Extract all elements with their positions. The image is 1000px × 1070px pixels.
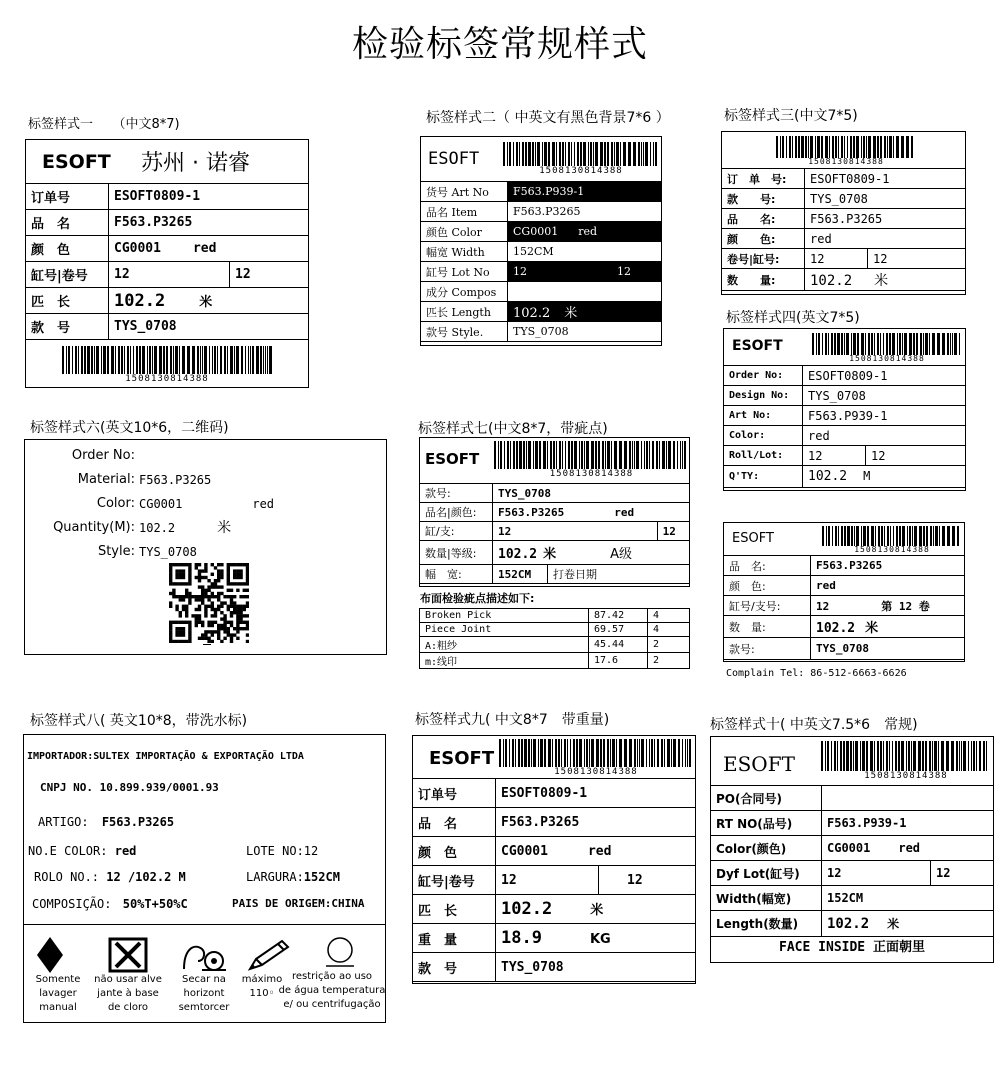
label5-value2: 第 12 卷 [881, 599, 930, 613]
label3-key: 品 名: [722, 209, 805, 229]
label2-value2: 米 [564, 306, 578, 321]
no-bleach-icon [108, 937, 148, 973]
care-text [26, 973, 90, 1015]
barcode-bars [503, 142, 659, 166]
page-title: 检验标签常规样式 [351, 24, 648, 65]
label1-brand: ESOFT [42, 151, 111, 173]
label8-color-key: NO.E COLOR: [28, 844, 108, 858]
label9-key: 重 量 [413, 924, 496, 953]
label7-defect-title: 布面检验疵点描述如下: [420, 592, 535, 605]
label7-value2: 米 [543, 547, 557, 562]
label1-value: 102.2 [114, 290, 166, 311]
defect-position: 69.57 [589, 623, 648, 637]
label2-value2: 12 [617, 265, 631, 278]
label4-table [723, 365, 966, 488]
care-line: máximo [241, 974, 283, 985]
label10-key: RT NO(品号) [711, 811, 822, 836]
barcode-bars [822, 526, 962, 546]
care-line: manual [39, 1002, 77, 1013]
label2-value2: red [578, 225, 598, 238]
label8-color-value: red [114, 844, 137, 858]
barcode-number: 1508130814388 [125, 374, 209, 384]
label2-key: 品名 Item [421, 202, 508, 222]
care-line: restrição ao uso [291, 971, 373, 982]
label9-barcode [499, 739, 693, 777]
label9-brand: ESOFT [429, 748, 495, 769]
barcode-number: 1508130814388 [864, 771, 948, 781]
iron-pencil-icon [246, 937, 292, 973]
barcode-bars [821, 741, 991, 771]
label1-value2: 米 [199, 294, 213, 310]
label3-value: ESOFT0809-1 [805, 169, 966, 189]
label1-value: F563.P3265 [109, 210, 309, 236]
label9-key: 匹 长 [413, 895, 496, 924]
label1-caption: 标签样式一 （中文8*7) [28, 117, 180, 132]
defect-position: 17.6 [589, 653, 648, 669]
label5-value2: 米 [865, 621, 879, 636]
barcode-number: 1508130814388 [808, 157, 884, 166]
label8-lote-key: LOTE NO: [246, 844, 304, 858]
label4-key: Q'TY: [724, 466, 803, 488]
label1-value: TYS_0708 [109, 314, 309, 340]
dry-flat-icon [180, 939, 228, 975]
qr-underline [203, 644, 211, 645]
label5-value: TYS_0708 [811, 638, 965, 660]
label2-key: 缸号 Lot No [421, 262, 508, 282]
label3-table [721, 168, 966, 291]
label8-rolo-value: 12 /102.2 M [106, 870, 186, 884]
label10-footer: FACE INSIDE 正面朝里 [779, 940, 925, 955]
label5-value: red [811, 576, 965, 596]
care-text [170, 973, 238, 1015]
label8-rolo-key: ROLO NO.: [34, 870, 100, 884]
label9-value2: KG [589, 932, 611, 947]
label2-key: 款号 Style. [421, 322, 508, 342]
label7-value: 12 [493, 522, 658, 541]
label8-largura-key: LARGURA: [246, 870, 304, 884]
label10-key: Color(颜色) [711, 836, 822, 861]
label4-value: ESOFT0809-1 [803, 366, 966, 386]
barcode-bars [494, 441, 689, 469]
label5-key: 款号: [724, 638, 811, 660]
label9-value: 18.9 [501, 928, 542, 948]
label5-barcode [822, 526, 962, 554]
label10-value2: red [898, 841, 921, 855]
care-line: jante à base [97, 988, 159, 999]
label5-key: 品 名: [724, 556, 811, 576]
defect-name: Piece Joint [420, 623, 589, 637]
label7-value: 102.2 [498, 547, 538, 562]
label3-key: 订 单 号: [722, 169, 805, 189]
label3-value2: 米 [874, 272, 889, 289]
label7-key: 缸/支: [420, 522, 493, 541]
label1-value: ESOFT0809-1 [109, 184, 309, 210]
care-line: de cloro [107, 1002, 149, 1013]
label8 [23, 734, 386, 1023]
label6-value: F563.P3265 [139, 473, 212, 487]
label1-value2: red [192, 241, 217, 256]
label7-value2: red [614, 505, 635, 519]
label10-value: CG0001 [827, 841, 871, 855]
label5-key: 颜 色: [724, 576, 811, 596]
barcode-bars [812, 333, 962, 355]
label1-city: 苏州 · 诺睿 [141, 151, 250, 176]
label2-value: CG0001 [513, 225, 559, 238]
label2-key: 匹长 Length [421, 302, 508, 322]
label3-value: red [805, 229, 966, 249]
label4-barcode [812, 333, 962, 363]
label10-table [710, 785, 994, 937]
label2-value [508, 282, 662, 302]
label7-date-label: 打卷日期 [548, 565, 690, 584]
label9-key: 品 名 [413, 808, 496, 837]
label10-barcode [821, 741, 991, 781]
label3-caption: 标签样式三(中文7*5) [724, 108, 858, 124]
label6-key: Order No: [71, 448, 135, 463]
label4-brand: ESOFT [732, 338, 783, 354]
label7-brand: ESOFT [425, 450, 480, 468]
label2-key: 成分 Compos [421, 282, 508, 302]
barcode-number: 1508130814388 [554, 767, 638, 777]
label9-value: ESOFT0809-1 [496, 779, 696, 808]
defect-count: 2 [648, 653, 690, 669]
label4-value: F563.P939-1 [803, 406, 966, 426]
label1-value: CG0001 [114, 241, 161, 256]
barcode-number: 1508130814388 [849, 354, 925, 363]
defect-position: 87.42 [589, 609, 648, 623]
label10-caption: 标签样式十( 中英文7.5*6 常规) [710, 717, 918, 733]
label9-key: 款 号 [413, 953, 496, 982]
label7-barcode [494, 441, 689, 479]
label9-value: F563.P3265 [496, 808, 696, 837]
label3-key: 款 号: [722, 189, 805, 209]
label3-key: 数 量: [722, 269, 805, 291]
defect-count: 4 [648, 623, 690, 637]
defect-position: 45.44 [589, 637, 648, 653]
label9-table [412, 778, 696, 982]
label1-key: 缸号|卷号 [26, 262, 109, 288]
label8-lote-value: 12 [303, 844, 319, 858]
label8-artigo-key: ARTIGO: [38, 815, 89, 829]
label4-key: Order No: [724, 366, 803, 386]
label10-key: Dyf Lot(缸号) [711, 861, 822, 886]
label6-caption: 标签样式六(英文10*6，二维码) [30, 420, 229, 436]
care-text [278, 970, 386, 1012]
label4-value: 102.2 [808, 469, 848, 484]
label10-value: 102.2 [827, 916, 870, 932]
label5-key: 缸号/支号: [724, 596, 811, 616]
label7-value2: 12 [657, 522, 689, 541]
label10-value2: 12 [931, 861, 994, 886]
label6 [24, 439, 387, 655]
label2-key: 货号 Art No [421, 182, 508, 202]
care-line: Secar na [182, 974, 226, 985]
label8-caption: 标签样式八( 英文10*8，带洗水标) [30, 713, 248, 729]
label5-table [723, 555, 965, 660]
label4-value: 12 [803, 446, 866, 466]
label2 [420, 136, 662, 346]
defect-name: m:线印 [420, 653, 589, 669]
label1-key: 款 号 [26, 314, 109, 340]
label5-key: 数 量: [724, 616, 811, 638]
label6-key: Quantity(M): [53, 520, 135, 535]
label9-key: 订单号 [413, 779, 496, 808]
label2-value: F563.P3265 [508, 202, 662, 222]
label3-value2: 12 [868, 249, 966, 269]
label10 [710, 736, 994, 963]
label6-value [139, 444, 379, 468]
label10-value: 152CM [822, 886, 994, 911]
label5-brand: ESOFT [732, 531, 774, 546]
label9-key: 颜 色 [413, 837, 496, 866]
label5 [723, 522, 965, 662]
no-tumble-icon [322, 935, 358, 969]
label10-key: Width(幅宽) [711, 886, 822, 911]
label7-key: 品名|颜色: [420, 503, 493, 522]
care-line: de água temperatura [278, 985, 386, 996]
label10-brand: ESOFT [723, 752, 795, 776]
label5-value: 12 [816, 599, 830, 613]
label9-key: 缸号|卷号 [413, 866, 496, 895]
defect-name: A:粗纱 [420, 637, 589, 653]
label6-value2: 米 [217, 520, 232, 536]
label3-key: 卷号|缸号: [722, 249, 805, 269]
label4-value: red [803, 426, 966, 446]
qr-code [169, 563, 249, 643]
label10-value2: 米 [887, 917, 900, 931]
label2-caption: 标签样式二（ 中英文有黑色背景7*6 ） [426, 110, 670, 126]
care-line: Somente [35, 974, 81, 985]
care-line: semtorcer [178, 1002, 230, 1013]
label3-barcode [776, 136, 916, 166]
care-line: horizont [183, 988, 225, 999]
hand-wash-icon [36, 935, 68, 975]
label6-value: 102.2 [139, 521, 176, 535]
label4-value2: 12 [866, 446, 966, 466]
label1-table [25, 183, 309, 340]
label8-artigo-value: F563.P3265 [101, 815, 175, 829]
label4-key: Color: [724, 426, 803, 446]
label1-key: 匹 长 [26, 288, 109, 314]
label2-value: 102.2 [513, 306, 551, 321]
label3-value: 102.2 [810, 272, 853, 289]
label8-origem: PAIS DE ORIGEM:CHINA [232, 897, 365, 910]
defect-count: 2 [648, 637, 690, 653]
label9-value2: 12 [599, 866, 696, 895]
label10-value: F563.P939-1 [822, 811, 994, 836]
label3-value: F563.P3265 [805, 209, 966, 229]
label4-key: Roll/Lot: [724, 446, 803, 466]
label9-value2: red [587, 843, 612, 859]
label1-value: 12 [109, 262, 230, 288]
label6-key: Style: [97, 544, 135, 559]
label5-value: F563.P3265 [811, 556, 965, 576]
care-line: 110◦ [249, 988, 275, 999]
label1-key: 品 名 [26, 210, 109, 236]
label10-value [822, 786, 994, 811]
label7-caption: 标签样式七(中文8*7，带疵点) [418, 421, 608, 437]
label6-value2: red [252, 497, 275, 511]
label3 [721, 131, 966, 295]
label4-value2: M [863, 469, 871, 483]
label4-caption: 标签样式四(英文7*5) [726, 310, 860, 326]
care-line: e/ ou centrifugação [283, 999, 381, 1010]
label1-key: 颜 色 [26, 236, 109, 262]
care-text [90, 973, 166, 1015]
label3-value: 12 [805, 249, 868, 269]
label5-value: 102.2 [816, 621, 856, 636]
barcode-bars [499, 739, 693, 767]
label2-value: 12 [513, 265, 527, 278]
care-line: lavager [39, 988, 77, 999]
label9-value2: 米 [590, 903, 604, 918]
label3-key: 颜 色: [722, 229, 805, 249]
label9-value: TYS_0708 [496, 953, 696, 982]
label1 [25, 139, 309, 388]
label3-value: TYS_0708 [805, 189, 966, 209]
label7 [419, 437, 690, 587]
label9-value: 102.2 [501, 899, 553, 919]
label7-defects-table [419, 608, 690, 669]
label8-divider [24, 924, 385, 925]
label1-value2: 12 [230, 262, 309, 288]
label7-value: TYS_0708 [493, 484, 690, 503]
label6-key: Material: [77, 472, 135, 487]
label1-barcode [62, 346, 272, 384]
barcode-bars [776, 136, 916, 158]
label9-caption: 标签样式九( 中文8*7 带重量) [415, 712, 610, 728]
care-line: não usar alve [94, 974, 162, 985]
label8-comp-value: 50%T+50%C [122, 897, 188, 911]
label6-value: CG0001 [139, 497, 183, 511]
label1-key: 订单号 [26, 184, 109, 210]
label7-value: 152CM [493, 565, 548, 584]
label9-value: 12 [496, 866, 599, 895]
label7-grade: A级 [610, 547, 633, 562]
label9-value: CG0001 [501, 843, 548, 859]
barcode-number: 1508130814388 [539, 166, 623, 176]
label10-key: Length(数量) [711, 911, 822, 937]
label9 [412, 735, 696, 984]
label7-value: F563.P3265 [498, 505, 565, 519]
label2-value: 152CM [508, 242, 662, 262]
label8-cnpj: CNPJ NO. 10.899.939/0001.93 [40, 781, 219, 794]
label8-importer: IMPORTADOR:SULTEX IMPORTAÇÃO & EXPORTAÇÃO LTDA [27, 751, 304, 762]
label7-key: 幅 宽: [420, 565, 493, 584]
label8-largura-value: 152CM [303, 870, 340, 884]
label4-key: Art No: [724, 406, 803, 426]
label7-table [419, 483, 690, 584]
label2-brand: ESOFT [428, 149, 480, 169]
label2-value: TYS_0708 [508, 322, 662, 342]
label4-value: TYS_0708 [803, 386, 966, 406]
barcode-bars [62, 346, 272, 374]
label2-table [420, 181, 662, 342]
label4-key: Design No: [724, 386, 803, 406]
label2-barcode [503, 142, 659, 176]
label8-comp-key: COMPOSIÇÃO: [32, 897, 112, 911]
label10-key: PO(合同号) [711, 786, 822, 811]
label7-key: 数量|等级: [420, 541, 493, 565]
barcode-number: 1508130814388 [854, 545, 930, 554]
label2-value: F563.P939-1 [508, 182, 662, 202]
label2-key: 颜色 Color [421, 222, 508, 242]
label2-key: 幅宽 Width [421, 242, 508, 262]
defect-count: 4 [648, 609, 690, 623]
label7-key: 款号: [420, 484, 493, 503]
label4 [723, 328, 966, 491]
barcode-number: 1508130814388 [549, 469, 634, 479]
label6-value: TYS_0708 [139, 545, 197, 559]
label6-key: Color: [96, 496, 135, 511]
label5-complain: Complain Tel: 86-512-6663-6626 [726, 668, 907, 679]
defect-name: Broken Pick [420, 609, 589, 623]
label10-value: 12 [822, 861, 931, 886]
